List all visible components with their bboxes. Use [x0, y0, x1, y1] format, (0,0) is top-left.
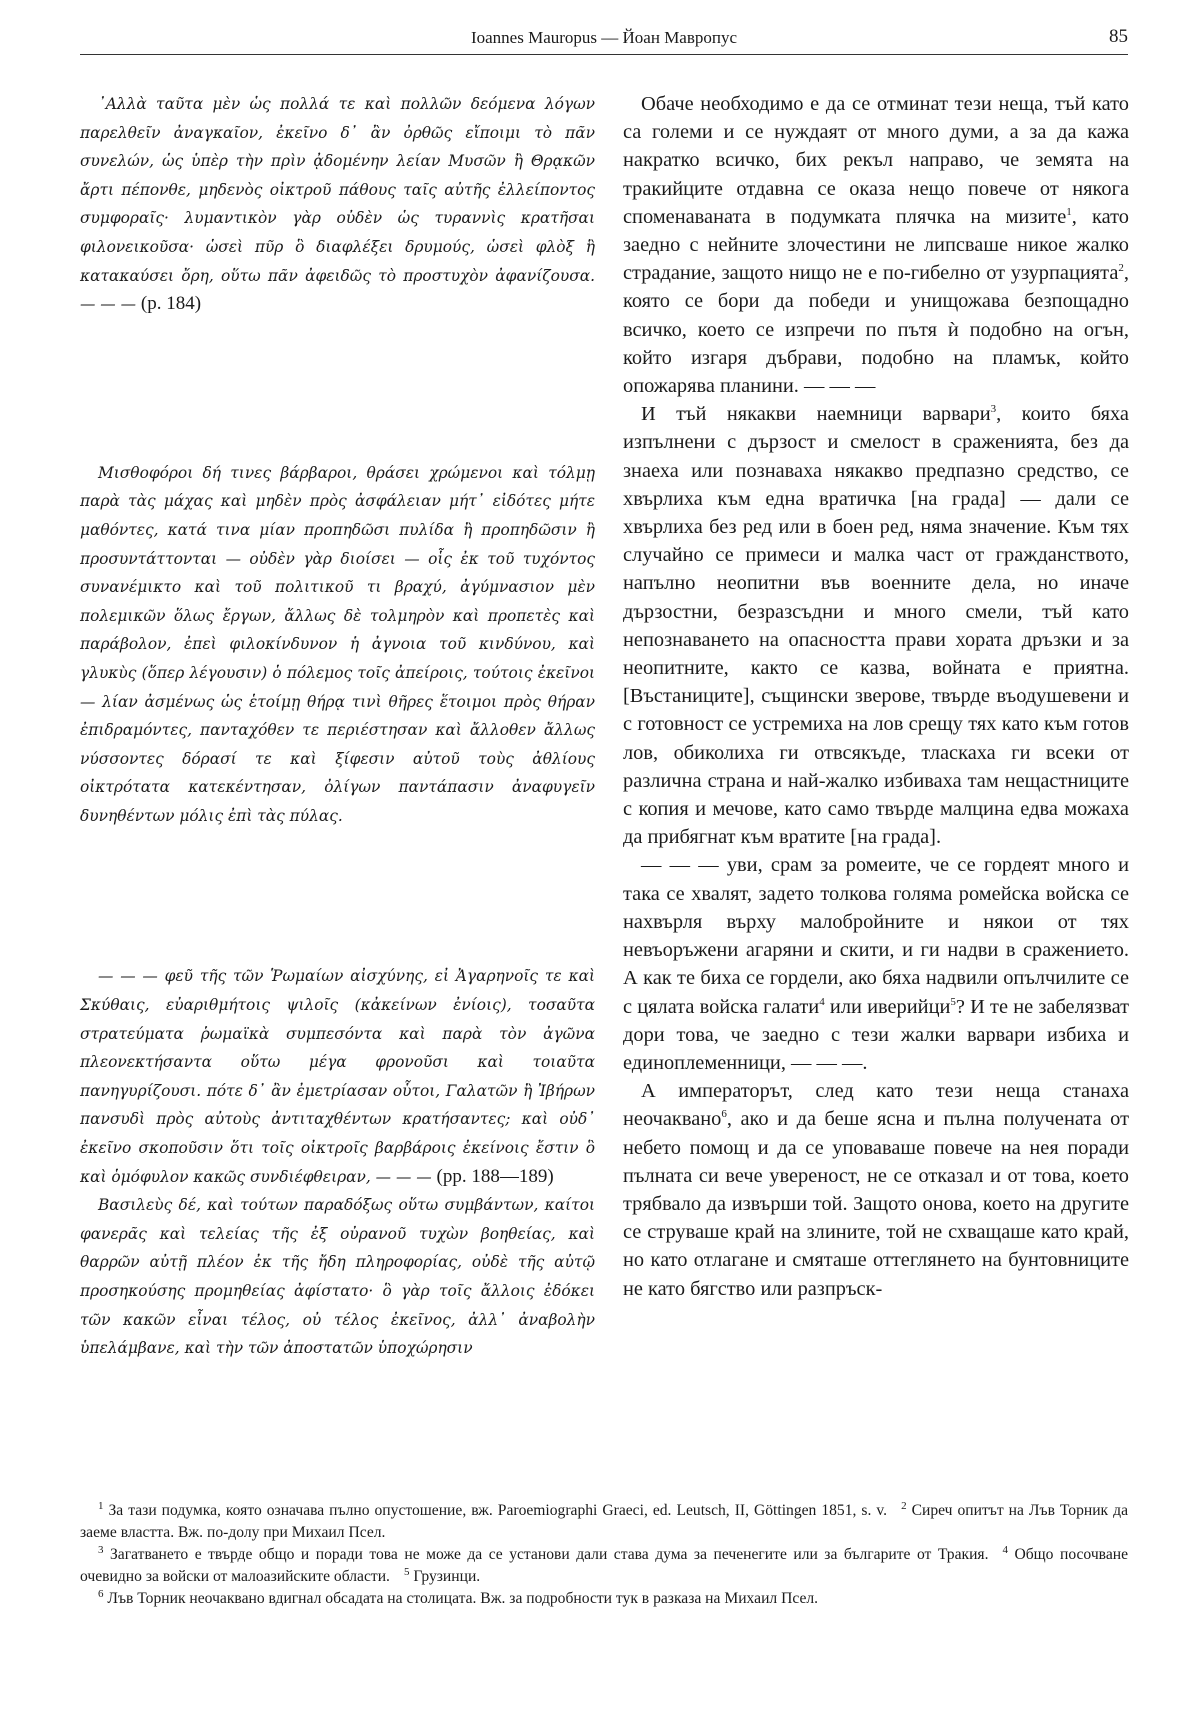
footnote-line [80, 1588, 1128, 1610]
footnote-text: Общо посочване очевидно за войски от малоазийските области. [80, 1546, 1129, 1585]
greek-text-1: ᾿Αλλὰ ταῦτα μὲν ὡς πολλά τε καὶ πολλῶν δεόμενα λόγων παρελθεῖν ἀναγκαῖον, ἐκεῖνο δ᾿ ἂν ὀρθῶς εἴποιμι τὸ πᾶν συνελών, ὡς ὑπὲρ τὴν πρὶν ᾀδομένην λείαν Μυσῶν ἢ Θρᾳκῶν ἄρτι πέπονθε, μηδενὸς οἰκτροῦ πάθους ταῖς αὐτῆς ἐλλείποντος συμφοραῖς· λυμαντικὸν γὰρ οὐδὲν ὡς τυραννὶς κρατῆσαι φιλονεικοῦσα· ὡσεὶ πῦρ ὃ διαφλέξει δρυμούς, ὡσεὶ φλὸξ ἣ κατακαύσει ὄρη, οὕτω πᾶν ἀφειδῶς τὸ προστυχὸν ἀφανίζουσα. — — — [80, 95, 595, 314]
footnote-text: Загатването е твърде общо и поради това не може да се установи дали става дума за печенегите или за българите от Тракия. [110, 1546, 989, 1563]
translation-text: , като заедно с нейните злочестини не липсваше никое жалко страдание, защото нищо не е по-гибелно от узурпацията [623, 205, 1129, 285]
greek-paragraph-4: Βασιλεὺς δέ, καὶ τούτων παραδόξως οὕτω συμβάντων, καίτοι φανερᾶς καὶ τελείας τῆς ἐξ οὐρανοῦ τυχὼν βοηθείας, καὶ θαρρῶν αὐτῇ πλέον ἐκ τῆς ἤδη πληροφορίας, οὐδὲ τῆς αὐτῷ προσηκούσης προμηθείας ἀφίστατο· ὃ γὰρ τοῖς ἄλλοις ἐδόκει τῶν κακῶν εἶναι τέλος, οὐ τέλος ἐκεῖνος, ἀλλ᾿ ἀναβολὴν ὑπελάμβανε, καὶ τὴν τῶν ἀποστατῶν ὑποχώρησιν [80, 1196, 595, 1358]
translation-text: А императорът, след като тези неща станаха неочаквано [623, 1080, 1129, 1131]
footnotes [80, 1500, 1128, 1610]
greek-paragraph-3 [80, 962, 595, 1191]
page-reference: (p. 184) [140, 293, 202, 315]
footnote-text: Сиреч опитът на Лъв Торник да заеме властта. Вж. по-долу при Михаил Псел. [80, 1502, 1128, 1541]
greek-text-3: — — — φεῦ τῆς τῶν Ῥωμαίων αἰσχύνης, εἰ Ἀγαρηνοῖς τε καὶ Σκύθαις, εὐαριθμήτοις ψιλοῖς (κἀκείνων ἐνίοις), τοσαῦτα στρατεύματα ῥωμαϊκὰ συμπεσόντα καὶ παρὰ τὸν ἀγῶνα πλεονεκτήσαντα οὕτω μέγα φρονοῦσι καὶ τοιαῦτα πανηγυρίζουσι. πότε δ᾿ ἂν ἐμετρίασαν οὗτοι, Γαλατῶν ἢ Ἰβήρων πανσυδὶ πρὸς αὐτοὺς ἀντιταχθέντων κρατήσαντες; καὶ οὐδ᾿ ἐκεῖνο σκοποῦσιν ὅτι τοῖς οἰκτροῖς βαρβάροις ἐκείνοις ἔστιν ὃ καὶ ὁμόφυλον κακῶς συνδιέφθειραν, — — — [80, 967, 595, 1186]
footnote-marker: 4 [819, 995, 825, 1008]
footnote-marker: 6 [721, 1108, 727, 1121]
translation-text: , които бяха изпълнени с дързост и смелост в сраженията, без да знаеха или познаваха някакво предпазно средство, се хвърлиха към една вратичка [на града] — дали се хвърлиха без ред или в боен ред, няма значение. Към тях случайно се примеси и малка част от гражданството, напълно неопитни във военните дела, но иначе дързостни, безразсъдни и много смели, тъй като непознаването на опасността прави хората дръзки и за неопитните, както се казва, войната е приятна. [Въстаниците], същински зверове, твърде въодушевени и с готовност се устремиха на лов срещу тях като към готов лов, обиколиха ги отвсякъде, тласкаха ги всеки от различна страна и най-жалко избиваха там нещастниците с копия и мечове, като само твърде малцина едва можаха да прибягнат към вратите [на града]. [623, 403, 1129, 849]
translation-paragraph-4 [623, 1077, 1129, 1303]
footnote-text: Грузинци. [413, 1568, 481, 1585]
footnote-marker: 5 [950, 995, 956, 1008]
greek-paragraph-1 [80, 90, 595, 319]
footnote-number: 4 [1002, 1543, 1008, 1556]
footnote-number: 5 [403, 1565, 410, 1578]
translation-text: , ако и да беше ясна и пълна получената от небето помощ и да се уповаваше повече на нея поради пълната си вече увереност, не се отказал и от това, което трябвало да извърши той. Защото онова, което на другите се струваше край на злините, той не схващаше като край, но като отлагане и смяташе оттеглянето на бунтовниците не като бягство или разпръск- [623, 1108, 1129, 1300]
translation-text: — — — уви, срам за ромеите, че се гордеят много и така се хвалят, задето толкова голяма ромейска войска се нахвърля върху малобройните и някои от тях невъоръжени агаряни и скити, и ги надви в сражението. А как те биха се гордели, ако бяха надвили опълчилите се с цялата войска галати [623, 854, 1129, 1018]
footnote-marker: 2 [1118, 262, 1124, 275]
page-number: 85 [1109, 26, 1128, 47]
footnote-text: За тази подумка, която означава пълно опустошение, вж. Paroemiographi Graeci, ed. Leutsch, II, Göttingen 1851, s. v. [108, 1502, 888, 1519]
footnote-number: 6 [98, 1587, 104, 1600]
footnote-marker: 1 [1066, 206, 1072, 219]
translation-text: Обаче необходимо е да се отминат тези неща, тъй като са големи и се нуждаят от много думи, а за да кажа накратко всичко, бих рекъл направо, че земята на тракийците отдавна се оказа нещо повече от някога споменаваната в подумката плячка на мизите [623, 93, 1129, 228]
footnote-number: 1 [98, 1499, 104, 1512]
translation-paragraph-2 [623, 400, 1129, 851]
greek-text-column [80, 90, 595, 1363]
translation-text: или иверийци [824, 995, 951, 1018]
bulgarian-translation-column [623, 90, 1129, 1303]
footnote-marker: 3 [990, 403, 997, 416]
translation-text: , която се бори да победи и унищожава безпощадно всичко, което се изпречи по пътя ѝ подобно на огън, който изгаря дъбрави, подобно на пламък, който опожарява планини. — — — [623, 262, 1129, 398]
page-header [80, 22, 1128, 55]
translation-text: И тъй някакви наемници варвари [641, 403, 991, 426]
footnote-number: 2 [901, 1499, 907, 1512]
page-reference: (pp. 188—189) [436, 1165, 554, 1187]
footnote-line [80, 1544, 1128, 1588]
footnote-text: Лъв Торник неочаквано вдигнал обсадата на столицата. Вж. за подробности тук в разказа на Михаил Псел. [107, 1590, 819, 1607]
translation-text: ? И те не забелязват дори това, че заедно с тези жалки варвари избиха и единоплеменници, — — —. [623, 995, 1129, 1074]
translation-paragraph-1 [623, 90, 1129, 400]
running-head: Ioannes Mauropus — Йоан Мавропус [470, 28, 738, 47]
footnote-line [80, 1500, 1128, 1544]
greek-paragraph-2: Μισθοφόροι δή τινες βάρβαροι, θράσει χρώμενοι καὶ τόλμῃ παρὰ τὰς μάχας καὶ μηδὲν πρὸς ἀσφάλειαν μήτ᾿ εἰδότες μήτε μαθόντες, κατά τινα μίαν προπηδῶσι πυλίδα ἢ προπηδῶσιν ἢ προσυντάττονται — οὐδὲν γὰρ διοίσει — οἷς ἐκ τοῦ τυχόντος συνανέμικτο καὶ τοῦ πολιτικοῦ τι βραχύ, ἀγύμνασιον μὲν πολεμικῶν ὅλως ἔργων, ἄλλως δὲ τολμηρὸν καὶ προπετὲς καὶ παράβολον, ἐπεὶ φιλοκίνδυνον ἡ ἀγνοια τοῦ κινδύνου, καὶ γλυκὺς (ὅπερ λέγουσιν) ὁ πόλεμος τοῖς ἀπείροις, τούτοις ἐκεῖνοι — λίαν ἀσμένως ὡς ἑτοίμῃ θήρᾳ τινὶ θῆρες ἕτοιμοι πρὸς θήραν ἐπιδραμόντες, πανταχόθεν τε περιέστησαν καὶ ἄλλοθεν ἄλλως νύσσοντες δόρασί τε καὶ ξίφεσιν αὐτοῦ τοὺς ἀθλίους οἰκτρότατα κατεκέντησαν, ὀλίγων παντάπασιν ἀναφυγεῖν δυνηθέντων μόλις ἐπὶ τὰς πύλας. [80, 463, 595, 825]
footnote-number: 3 [98, 1543, 104, 1556]
translation-paragraph-3 [623, 851, 1129, 1077]
